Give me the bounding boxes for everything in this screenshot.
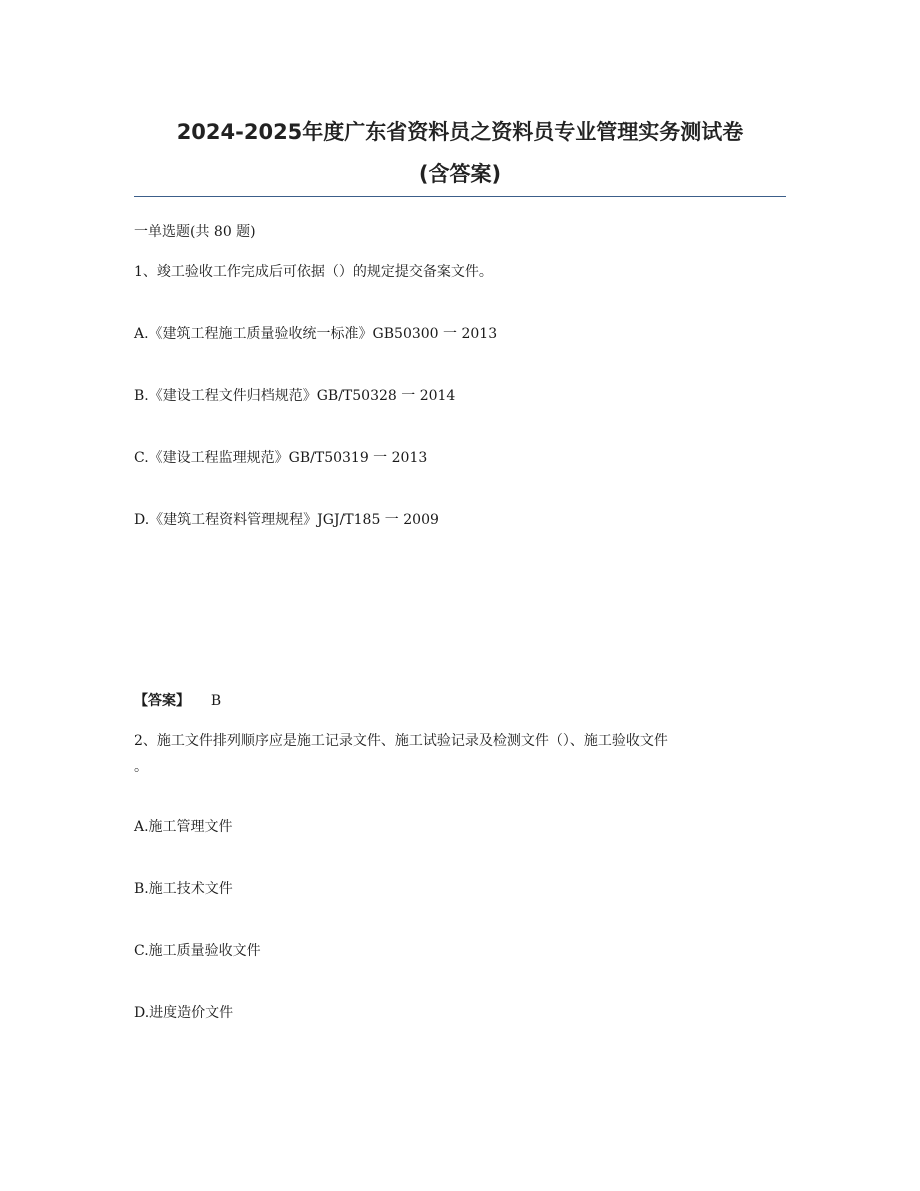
question-1-stem: 1、竣工验收工作完成后可依据（）的规定提交备案文件。 [134,264,493,280]
document-title: 2024-2025年度广东省资料员之资料员专业管理实务测试卷 [176,120,744,144]
question-2-stem: 2、施工文件排列顺序应是施工记录文件、施工试验记录及检测文件（）、施工验收文件 [134,733,668,749]
question-2-option-c: C.施工质量验收文件 [134,943,261,959]
document-subtitle: (含答案) [418,162,502,186]
question-2-option-b: B.施工技术文件 [134,881,233,897]
question-2-stem-continuation: 。 [134,759,148,775]
question-2-option-d: D.进度造价文件 [134,1005,234,1021]
section-heading: 一单选题(共 80 题) [134,224,256,240]
title-divider [134,196,786,197]
question-2-option-a: A.施工管理文件 [134,819,233,835]
question-1-option-b: B.《建设工程文件归档规范》GB/T50328 一 2014 [134,388,456,404]
answer-label: 【答案】 [134,693,190,709]
question-1-option-d: D.《建筑工程资料管理规程》JGJ/T185 一 2009 [134,512,439,528]
question-1-option-c: C.《建设工程监理规范》GB/T50319 一 2013 [134,450,428,466]
answer-value: B [210,693,222,709]
question-1-option-a: A.《建筑工程施工质量验收统一标准》GB50300 一 2013 [134,326,498,342]
question-1-answer [134,691,221,711]
